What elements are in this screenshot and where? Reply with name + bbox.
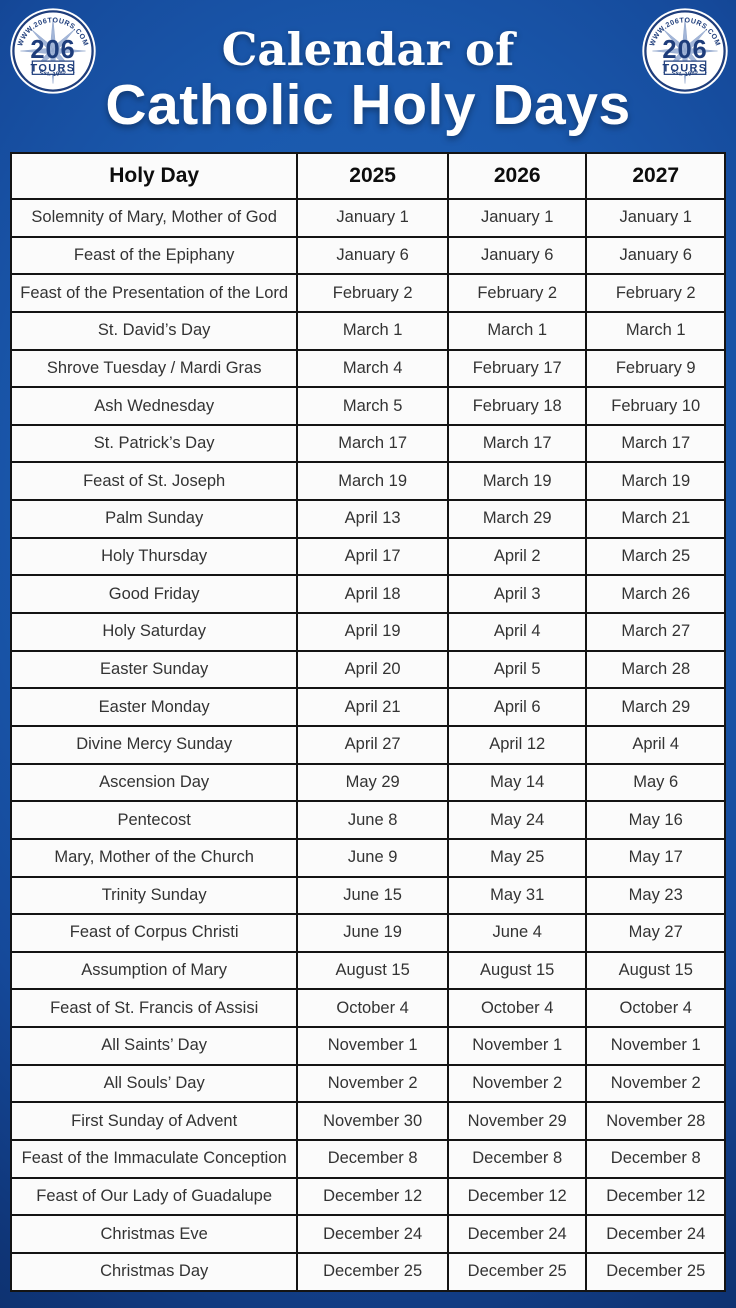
date-cell: November 29 [448, 1102, 587, 1140]
date-cell: April 21 [297, 688, 448, 726]
table-row [11, 764, 725, 802]
holy-day-cell: Feast of the Epiphany [11, 237, 297, 275]
table-row [11, 1140, 725, 1178]
date-cell: June 4 [448, 914, 587, 952]
table-row [11, 1065, 725, 1103]
date-cell: April 6 [448, 688, 587, 726]
date-cell: December 25 [586, 1253, 725, 1291]
holy-day-cell: St. David’s Day [11, 312, 297, 350]
date-cell: March 1 [448, 312, 587, 350]
table-row [11, 801, 725, 839]
date-cell: June 19 [297, 914, 448, 952]
date-cell: May 25 [448, 839, 587, 877]
holy-day-cell: Divine Mercy Sunday [11, 726, 297, 764]
holy-day-cell: Christmas Eve [11, 1215, 297, 1253]
table-row [11, 538, 725, 576]
table-row [11, 1102, 725, 1140]
holy-days-table-body [11, 199, 725, 1291]
date-cell: March 17 [297, 425, 448, 463]
date-cell: January 6 [297, 237, 448, 275]
date-cell: February 2 [586, 274, 725, 312]
date-cell: May 6 [586, 764, 725, 802]
holy-days-table [10, 152, 726, 1292]
date-cell: April 3 [448, 575, 587, 613]
date-cell: December 24 [297, 1215, 448, 1253]
table-row [11, 312, 725, 350]
date-cell: March 4 [297, 350, 448, 388]
table-row [11, 274, 725, 312]
date-cell: February 2 [448, 274, 587, 312]
table-row [11, 500, 725, 538]
page-title-line1: Calendar of [221, 22, 515, 76]
table-row [11, 1027, 725, 1065]
holy-day-cell: Pentecost [11, 801, 297, 839]
table-row [11, 425, 725, 463]
table-row [11, 1215, 725, 1253]
holy-day-cell: Ash Wednesday [11, 387, 297, 425]
holy-day-cell: Feast of the Presentation of the Lord [11, 274, 297, 312]
206tours-logo-icon [641, 7, 729, 95]
date-cell: November 1 [448, 1027, 587, 1065]
holy-day-cell: Good Friday [11, 575, 297, 613]
date-cell: May 27 [586, 914, 725, 952]
table-row [11, 651, 725, 689]
date-cell: November 30 [297, 1102, 448, 1140]
date-cell: January 1 [586, 199, 725, 237]
date-cell: February 17 [448, 350, 587, 388]
date-cell: May 17 [586, 839, 725, 877]
date-cell: March 1 [297, 312, 448, 350]
holy-day-cell: All Saints’ Day [11, 1027, 297, 1065]
header-banner [0, 0, 736, 152]
date-cell: May 24 [448, 801, 587, 839]
table-row [11, 1178, 725, 1216]
date-cell: January 6 [586, 237, 725, 275]
date-cell: April 4 [448, 613, 587, 651]
holy-day-cell: Holy Thursday [11, 538, 297, 576]
date-cell: March 19 [297, 462, 448, 500]
holy-day-cell: Feast of Our Lady of Guadalupe [11, 1178, 297, 1216]
date-cell: March 28 [586, 651, 725, 689]
date-cell: April 2 [448, 538, 587, 576]
date-cell: November 2 [297, 1065, 448, 1103]
table-row [11, 688, 725, 726]
date-cell: August 15 [448, 952, 587, 990]
table-row [11, 613, 725, 651]
date-cell: December 8 [586, 1140, 725, 1178]
date-cell: March 5 [297, 387, 448, 425]
table-row [11, 877, 725, 915]
date-cell: August 15 [586, 952, 725, 990]
date-cell: May 16 [586, 801, 725, 839]
date-cell: May 23 [586, 877, 725, 915]
date-cell: April 4 [586, 726, 725, 764]
date-cell: December 12 [297, 1178, 448, 1216]
date-cell: February 10 [586, 387, 725, 425]
date-cell: March 19 [586, 462, 725, 500]
206tours-logo-icon [9, 7, 97, 95]
date-cell: April 13 [297, 500, 448, 538]
column-header-year: 2025 [297, 153, 448, 199]
date-cell: March 29 [448, 500, 587, 538]
date-cell: November 2 [586, 1065, 725, 1103]
date-cell: November 2 [448, 1065, 587, 1103]
column-header-year: 2026 [448, 153, 587, 199]
date-cell: October 4 [586, 989, 725, 1027]
holy-day-cell: Solemnity of Mary, Mother of God [11, 199, 297, 237]
date-cell: December 25 [297, 1253, 448, 1291]
date-cell: November 1 [586, 1027, 725, 1065]
table-row [11, 350, 725, 388]
date-cell: April 19 [297, 613, 448, 651]
date-cell: May 31 [448, 877, 587, 915]
date-cell: June 9 [297, 839, 448, 877]
holy-day-cell: Holy Saturday [11, 613, 297, 651]
date-cell: March 17 [448, 425, 587, 463]
column-header-holy-day: Holy Day [11, 153, 297, 199]
column-header-year: 2027 [586, 153, 725, 199]
date-cell: March 21 [586, 500, 725, 538]
table-row [11, 575, 725, 613]
date-cell: March 19 [448, 462, 587, 500]
holy-day-cell: Assumption of Mary [11, 952, 297, 990]
table-row [11, 839, 725, 877]
table-row [11, 726, 725, 764]
table-row [11, 237, 725, 275]
date-cell: November 28 [586, 1102, 725, 1140]
date-cell: October 4 [448, 989, 587, 1027]
date-cell: April 17 [297, 538, 448, 576]
holy-day-cell: Easter Sunday [11, 651, 297, 689]
table-row [11, 1253, 725, 1291]
date-cell: April 18 [297, 575, 448, 613]
date-cell: May 14 [448, 764, 587, 802]
date-cell: February 2 [297, 274, 448, 312]
holy-day-cell: St. Patrick’s Day [11, 425, 297, 463]
holy-day-cell: Palm Sunday [11, 500, 297, 538]
holy-day-cell: First Sunday of Advent [11, 1102, 297, 1140]
date-cell: February 9 [586, 350, 725, 388]
date-cell: October 4 [297, 989, 448, 1027]
date-cell: December 8 [297, 1140, 448, 1178]
date-cell: March 27 [586, 613, 725, 651]
date-cell: February 18 [448, 387, 587, 425]
date-cell: December 12 [448, 1178, 587, 1216]
holy-day-cell: Feast of Corpus Christi [11, 914, 297, 952]
table-row [11, 199, 725, 237]
table-row [11, 462, 725, 500]
date-cell: April 12 [448, 726, 587, 764]
date-cell: January 1 [448, 199, 587, 237]
date-cell: December 25 [448, 1253, 587, 1291]
holy-day-cell: Ascension Day [11, 764, 297, 802]
holy-day-cell: Easter Monday [11, 688, 297, 726]
date-cell: December 24 [586, 1215, 725, 1253]
date-cell: December 8 [448, 1140, 587, 1178]
table-row [11, 914, 725, 952]
date-cell: March 17 [586, 425, 725, 463]
date-cell: January 1 [297, 199, 448, 237]
holy-day-cell: Feast of St. Francis of Assisi [11, 989, 297, 1027]
date-cell: December 12 [586, 1178, 725, 1216]
date-cell: April 20 [297, 651, 448, 689]
holy-day-cell: Feast of St. Joseph [11, 462, 297, 500]
table-row [11, 989, 725, 1027]
holy-day-cell: Trinity Sunday [11, 877, 297, 915]
date-cell: March 29 [586, 688, 725, 726]
date-cell: January 6 [448, 237, 587, 275]
date-cell: May 29 [297, 764, 448, 802]
table-row [11, 387, 725, 425]
page-title-line2: Catholic Holy Days [105, 73, 631, 138]
table-header-row [11, 153, 725, 199]
date-cell: June 15 [297, 877, 448, 915]
date-cell: June 8 [297, 801, 448, 839]
date-cell: March 25 [586, 538, 725, 576]
holy-day-cell: Shrove Tuesday / Mardi Gras [11, 350, 297, 388]
table-row [11, 952, 725, 990]
date-cell: April 5 [448, 651, 587, 689]
holy-day-cell: Mary, Mother of the Church [11, 839, 297, 877]
date-cell: April 27 [297, 726, 448, 764]
date-cell: November 1 [297, 1027, 448, 1065]
holy-day-cell: Feast of the Immaculate Conception [11, 1140, 297, 1178]
date-cell: March 1 [586, 312, 725, 350]
date-cell: March 26 [586, 575, 725, 613]
date-cell: December 24 [448, 1215, 587, 1253]
holy-day-cell: All Souls’ Day [11, 1065, 297, 1103]
date-cell: August 15 [297, 952, 448, 990]
holy-day-cell: Christmas Day [11, 1253, 297, 1291]
